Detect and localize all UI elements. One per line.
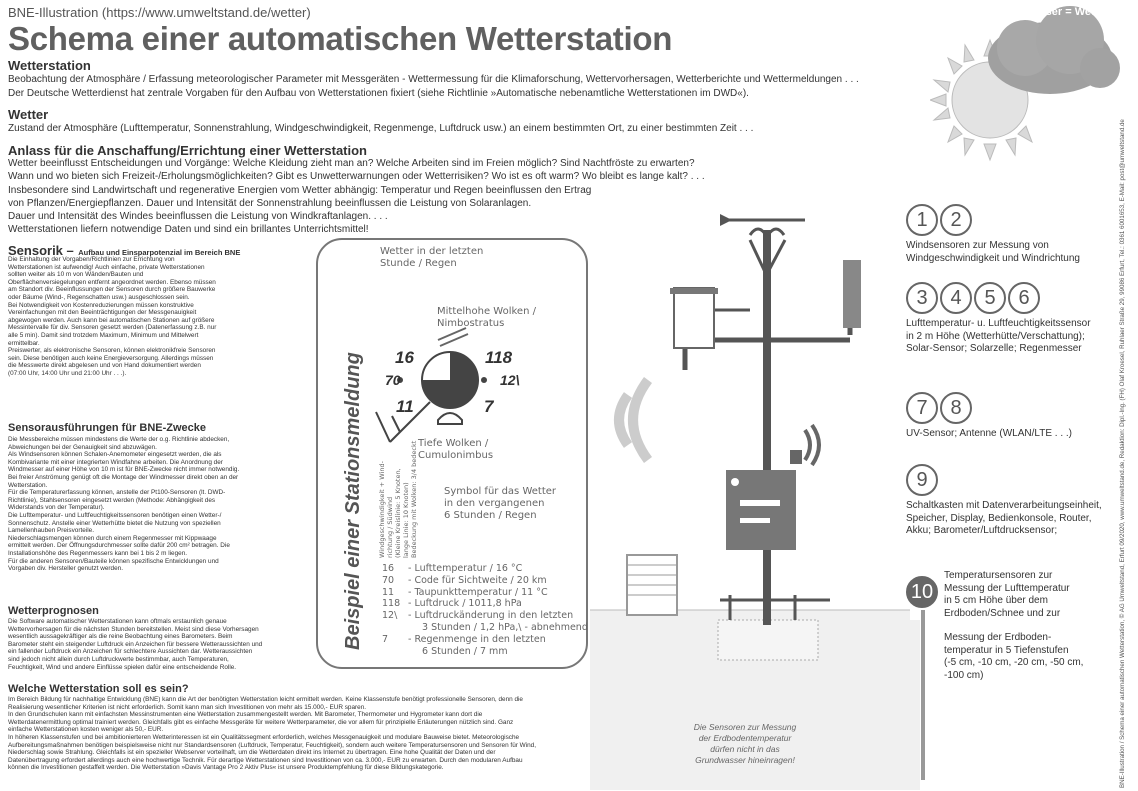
gw-3: dürfen nicht in das <box>710 744 780 754</box>
label-symbol-2: in den vergangenen <box>444 498 545 509</box>
value-pressure-change: 12\ <box>500 372 520 388</box>
sensorausfuehrungen-line-7: Wetterstation. <box>8 481 48 489</box>
wetterstation-line-2: Der Deutsche Wetterdienst hat zentrale Vorgaben für den Aufbau von Wetterstationen fixiert (siehe Richtlinie »Automatische nebenamtliche Wetterstationen im DWD«). <box>8 88 749 99</box>
anlass-line-5: Dauer und Intensität des Windes beeinflussen die Leistung von Windkraftanlagen. . . . <box>8 211 388 222</box>
legend-code: 16 <box>382 563 395 574</box>
sensorausfuehrungen-line-4: Kombivariante mit einer integrierten Windfahne arbeiten. Die Anordnung der <box>8 458 223 466</box>
label-last-hour-1: Wetter in der letzten <box>380 246 484 257</box>
welche-line-5: einfache Wetterstationen kosten weniger als 50,- EUR. <box>8 726 164 734</box>
sensorausfuehrungen-line-13: Lamellenhauben Preisvorteile. <box>8 527 94 535</box>
cloud-icon <box>988 6 1120 94</box>
label-low-clouds-1: Tiefe Wolken / <box>418 438 489 449</box>
wetterstation-line-1: Beobachtung der Atmosphäre / Erfassung meteorologischer Parameter mit Messgeräten - Wettermessung für die Klimaforschung, Wettervorhersagen, Wetterberichte und Wettermeldungen . . . <box>8 74 859 85</box>
sensor-text-1b: Windgeschwindigkeit und Windrichtung <box>906 252 1080 264</box>
sensorausfuehrungen-line-5: Windmesser auf einer Höhe von 10 m ist für BNE-Zwecke nicht immer notwendig. <box>8 466 240 474</box>
wind-label-line-1: Windgeschwindigkeit + Wind- <box>378 461 386 558</box>
welche-line-9: Datenübertragung erfordert allerdings auch eine hochwertige Technik. Für derartige Wetterstationen sind Investitionen von ca. 3.000,- EUR zu erwarten. Durch den modularen Aufbau <box>8 756 523 764</box>
ground-text-1: Messung der Erdboden- <box>944 632 1052 643</box>
wireless-signal-icon <box>598 370 658 470</box>
sensorausfuehrungen-line-9: Richtlinie), Stahlsensoren eingesetzt werden (Methode: Abhängigkeit des <box>8 496 216 504</box>
sensorausfuehrungen-line-2: Abweichungen bei der Genauigkeit sind abzuwägen. <box>8 443 157 451</box>
sensorik-line-1: Die Einhaltung der Vorgaben/Richtlinien zur Errichtung von <box>8 256 175 263</box>
sensorik-line-14: sein. Diese benötigen auch keine Energieversorgung. Allerdings müssen <box>8 354 214 362</box>
ground-text-3: (-5 cm, -10 cm, -20 cm, -50 cm, <box>944 657 1084 668</box>
sensor-text-9b: Speicher, Display, Bedienkonsole, Router, <box>906 512 1092 524</box>
number-badge-2: 2 <box>940 204 972 236</box>
legend-code: 12\ <box>382 610 398 622</box>
low-cloud-symbol <box>438 413 462 424</box>
section-heading-wetter: Wetter <box>8 107 49 122</box>
sensorik-line-15: die Messwerte direkt abgelesen und von Hand dokumentiert werden <box>8 362 201 370</box>
sensor-text-9a: Schaltkasten mit Datenverarbeitungseinheit, <box>906 500 1102 511</box>
sensorik-line-12: ermittelbar. <box>8 339 40 347</box>
legend-code: 70 <box>382 574 395 586</box>
weather-shelter <box>674 288 714 348</box>
sensorausfuehrungen-line-12: Sonnenschutz. Anstelle einer Wetterhütte bietet die Nutzung von speziellen <box>8 519 221 527</box>
section-heading-welche: Welche Wetterstation soll es sein? <box>8 683 189 695</box>
wind-barb-feather-long <box>376 412 390 442</box>
wetterprognosen-text <box>8 618 262 671</box>
sensorik-line-5: am Standort div. Beeinflussungen der Sensoren durch größere Bauwerke <box>8 286 216 294</box>
sensorik-subheading: Aufbau und Einsparpotenzial im Bereich BNE <box>78 248 241 257</box>
section-heading-sensorik: Sensorik – <box>8 243 74 258</box>
label-symbol-1: Symbol für das Wetter <box>444 486 557 497</box>
wetterprognosen-line-3: wesentlich aussagekräftiger als die reine Beobachtung eines Barometers. Beim <box>8 633 233 641</box>
value-visibility: 70 <box>385 372 401 388</box>
sensor-text-7a: UV-Sensor; Antenne (WLAN/LTE . . .) <box>906 428 1072 439</box>
section-heading-wetterprognosen: Wetterprognosen <box>8 605 99 617</box>
number-badge-6: 6 <box>1008 282 1040 314</box>
mast <box>763 230 771 625</box>
sensorik-line-3: sollten weiter als 10 m von Wänden/Bauten und <box>8 271 144 279</box>
legend-row <box>382 598 588 610</box>
station-legend <box>382 563 588 657</box>
sun-cloud-illustration <box>930 0 1120 170</box>
sensorausfuehrungen-line-8: Für die Temperaturerfassung können, anstelle der Pt100-Sensoren (lt. DWD- <box>8 489 226 497</box>
sensorik-line-9: abgewogen werden. Auch kann bei automatischen Stationen auf größere <box>8 316 215 324</box>
label-symbol-3: 6 Stunden / Regen <box>444 510 537 521</box>
legend-text: - Code für Sichtweite / 20 km <box>408 574 547 586</box>
sensorausfuehrungen-text <box>8 436 239 573</box>
legend-row <box>382 634 588 646</box>
sensor-group-1-2 <box>906 204 1080 265</box>
legend-text: 6 Stunden / 7 mm <box>422 645 508 657</box>
legend-row <box>382 563 588 575</box>
sensorik-line-6: oder Bäume (Wind-, Regenschatten usw.) ausgeschlossen sein. <box>8 293 190 301</box>
wetterprognosen-line-4: Barometer steht ein steigender Luftdruck ein Anzeichen für bessere Wetteraussichten und <box>8 640 263 648</box>
legend-row <box>382 610 588 622</box>
sensor-text-10c: in 5 cm Höhe über dem <box>944 595 1048 606</box>
number-badge-8: 8 <box>940 392 972 424</box>
wind-barb-feather-short <box>392 416 400 432</box>
sensor-text-10d: Erdboden/Schnee und zur <box>944 607 1061 619</box>
value-dewpoint: 11 <box>396 397 414 416</box>
sensorik-line-7: Bei Notwendigkeit von Kostenreduzierungen müssen konstruktive <box>8 301 194 309</box>
anlass-line-6: Wetterstationen liefern notwendige Daten und sind ein brillantes Unterrichtsmittel! <box>8 224 369 235</box>
label-mid-clouds-1: Mittelhohe Wolken / <box>437 306 536 317</box>
value-rain: 7 <box>484 397 494 416</box>
welche-line-2: Realisierung wesentlicher Kriterien ist nicht erforderlich. Somit kann man sich Investitionen von mehr als 15.000,- EUR sparen. <box>8 703 367 711</box>
wind-label <box>378 441 418 558</box>
legend-text: - Lufttemperatur / 16 °C <box>408 563 523 574</box>
sensorik-line-8: Vereinfachungen mit den Beeinträchtigungen der Messgenauigkeit <box>8 309 197 317</box>
imprint-text: BNE-Illustration / Schema einer automatischen Wetterstation, © AG Umweltstand, Erfurt 09/2020, www.umweltstand.de, Redaktion: Dipl.-Ing. (FH) Olaf Kroesel, Ruhlaer Straße 29, 99086 Erfurt, Tel.: 0361 6001653, E-Mail: post@umweltstand.de <box>1119 119 1126 788</box>
sensor-text-10a: Temperatursensoren zur <box>944 570 1053 581</box>
sensor-text-3a: Lufttemperatur- u. Luftfeuchtigkeitssensor <box>906 318 1091 329</box>
wetterprognosen-line-1: Die Software automatischer Wetterstationen kann oftmals erstaunlich genaue <box>8 618 227 625</box>
label-low-clouds-2: Cumulonimbus <box>418 450 494 461</box>
slogan-badge: Sonne + Luft + Wasser = Wetter <box>944 6 1109 18</box>
anlass-line-2: Wann und wo bieten sich Freizeit-/Erholungsmöglichkeiten? Gibt es Unwetterwarnungen oder Wetterrisiken? Wo ist es oft warm? Wo bleibt es lange kalt? . . . <box>8 171 705 182</box>
section-heading-sensorausfuehrungen: Sensorausführungen für BNE-Zwecke <box>8 422 207 434</box>
wetterprognosen-line-6: sind jedoch nicht allein durch Luftdruckwerte bestimmbar, auch Temperaturen, <box>8 655 229 663</box>
section-heading-wetterstation: Wetterstation <box>8 58 91 73</box>
sensorik-line-11: alle 5 min). Damit sind trotzdem Maximum, Minimum und Mittelwert <box>8 331 199 339</box>
legend-row <box>382 575 588 587</box>
sensorausfuehrungen-line-1: Die Messbereiche müssen mindestens die Werte der o.g. Richtlinie abdecken, <box>8 436 230 443</box>
sensorausfuehrungen-line-10: Widerstands von der Temperatur). <box>8 504 105 512</box>
sensorausfuehrungen-line-6: Bei freier Anströmung genügt oft die Montage der Windmesser direkt oben an der <box>8 473 239 481</box>
groundwater-note <box>650 722 840 766</box>
welche-text <box>8 696 536 772</box>
legend-code: 7 <box>382 633 389 645</box>
value-temperature: 16 <box>395 348 414 367</box>
anlass-line-3: Insbesondere sind Landwirtschaft und regenerative Energien vom Wetter abhängig: Temperatur und Regen beeinflussen den Ertrag <box>8 185 592 196</box>
sensorausfuehrungen-line-18: Vorgaben div. Hersteller genutzt werden. <box>8 565 123 573</box>
sensor-text-3c: Solar-Sensor; Solarzelle; Regenmesser <box>906 343 1082 354</box>
uv-sensor <box>790 450 802 464</box>
sensorik-line-4: Oberflächenversiegelungen entfernt angeordnet werden. Ebenso müssen <box>8 278 216 286</box>
wetter-line-1: Zustand der Atmosphäre (Lufttemperatur, Sonnenstrahlung, Windgeschwindigkeit, Regenmenge, Luftdruck usw.) an einem bestimmten Ort, zu einer bestimmten Zeit . . . <box>8 123 754 134</box>
sensorik-line-10: Messintervalle für div. Sensoren gesetzt werden (Datenerfassung z.B. nur <box>8 324 217 332</box>
anlass-line-1: Wetter beeinflusst Entscheidungen und Vorgänge: Welche Kleidung zieht man an? Welche Arbeiten sind im Freien möglich? Sind Nachtfröste zu erwarten? <box>8 158 695 169</box>
legend-row <box>382 622 588 634</box>
ground-text-4: -100 cm) <box>944 669 984 681</box>
welche-line-1: Im Bereich Bildung für nachhaltige Entwicklung (BNE) kann die Art der benötigten Wetterstation leicht ermittelt werden. Keine Klassenstufe benötigt professionelle Sensoren, denn die <box>8 696 523 703</box>
ground-temperature-text <box>944 632 1083 682</box>
number-badge-9: 9 <box>906 464 938 496</box>
wind-label-line-2: richtung / Südwind <box>386 496 394 558</box>
wetterprognosen-line-2: Wettervorhersagen für die nächsten Stunden bereitstellen. Meist sind diese Vorhersagen <box>8 625 259 633</box>
station-card-title: Beispiel einer Stationsmeldung <box>342 352 364 650</box>
welche-line-7: Aufbereitungsmaßnahmen benötigen beispielsweise nicht nur Standardsensoren (Luftdruck, Temperatur, Feuchtigkeit), sondern auch weitere Temperatursensoren und Sensoren für Wind, <box>8 741 536 749</box>
welche-line-6: In höheren Klassenstufen und bei ambitionierteren Wetterinteressen ist ein Qualitätssegment erforderlich, welches Messgenauigkeit und modulare Bauweise bietet. Meteorologische <box>8 733 520 741</box>
solar-panel <box>843 260 861 328</box>
wind-vane-arrow <box>720 214 732 226</box>
section-heading-anlass: Anlass für die Anschaffung/Errichtung einer Wetterstation <box>8 143 367 158</box>
label-last-hour <box>380 246 483 270</box>
sensorausfuehrungen-line-3: Als Windsensoren können Schalen-Anemometer eingesetzt werden, die als <box>8 451 222 459</box>
number-badge-5: 5 <box>974 282 1006 314</box>
anlass-line-4: von Pflanzen/Energiepflanzen. Dauer und Intensität der Sonnenstrahlung beeinflussen die Leistung von Solaranlagen. <box>8 198 532 209</box>
wind-label-line-4: lange Linie: 10 Knoten) <box>402 482 410 558</box>
sensorik-text <box>8 256 216 378</box>
label-last-hour-2: Stunde / Regen <box>380 258 457 269</box>
rain-gauge-illustration <box>622 550 682 620</box>
legend-row <box>382 646 588 658</box>
gw-1: Die Sensoren zur Messung <box>693 722 797 732</box>
soil-temperature-probe <box>921 610 925 780</box>
sensor-group-3-6 <box>906 282 1091 356</box>
foundation <box>718 620 818 660</box>
sensor-group-7-8 <box>906 392 1072 441</box>
source-line: BNE-Illustration (https://www.umweltstand.de/wetter) <box>8 5 311 20</box>
wetterprognosen-line-5: ein fallender Luftdruck ein Anzeichen für schlechtere Aussichten dar. Wetteraussichten <box>8 648 253 656</box>
sensor-group-10 <box>906 570 1070 620</box>
sensor-text-1a: Windsensoren zur Messung von <box>906 240 1049 251</box>
page-title: Schema einer automatischen Wetterstation <box>8 20 673 57</box>
wind-label-line-3: (Kleine Kreislinie: 5 Knoten, <box>394 468 402 558</box>
gw-2: der Erdbodentemperatur <box>698 733 792 743</box>
sensor-text-3b: in 2 m Höhe (Wetterhütte/Verschattung); <box>906 330 1085 342</box>
sensorausfuehrungen-line-14: Niederschlagsmengen können durch einem Regenmesser mit Kippwaage <box>8 534 217 542</box>
legend-code: 11 <box>382 586 395 598</box>
mid-cloud-symbol <box>438 328 466 340</box>
sensorik-line-2: Wetterstationen ist aufwendig! Auch einfache, private Wetterstationen <box>8 263 205 271</box>
welche-line-8: Niederschlag sowie Strahlung. Gleichfalls ist ein spezieller Webserver vorteilhaft, um die Wetterdaten direkt ins Internet zu übertragen. Eine hohe Qualität der Daten und der <box>8 749 496 757</box>
legend-text: 3 Stunden / 1,2 hPa,\ - abnehmend <box>422 621 588 633</box>
legend-text: - Regenmenge in den letzten <box>408 633 546 645</box>
label-mid-clouds-2: Nimbostratus <box>437 318 505 329</box>
legend-text: - Taupunkttemperatur / 11 °C <box>408 586 548 598</box>
antenna-signal-icon <box>805 425 819 465</box>
legend-row <box>382 587 588 599</box>
imprint-sidebar <box>1116 0 1138 791</box>
gw-4: Grundwasser hineinragen! <box>695 755 795 765</box>
value-pressure: 118 <box>485 348 513 367</box>
ground-text-2: temperatur in 5 Tiefenstufen <box>944 644 1069 656</box>
mid-cloud-symbol-2 <box>440 334 468 346</box>
legend-code: 118 <box>382 598 401 610</box>
number-badge-3: 3 <box>906 282 938 314</box>
sensorausfuehrungen-line-17: Für die anderen Sensoren/Bauteile können spezifische Entwicklungen und <box>8 557 219 565</box>
legend-text: - Luftdruck / 1011,8 hPa <box>408 598 522 610</box>
welche-line-10: können die Investitionen gestaffelt werden. Die Wetterstation »Davis Vantage Pro 2 Aktiv Plus« ist unsere Produktempfehlung für diese Bildungskategorie. <box>8 764 444 772</box>
sensor-text-9c: Akku; Barometer/Luftdrucksensor; <box>906 525 1058 536</box>
legend-text: - Luftdruckänderung in den letzten <box>408 610 574 622</box>
welche-line-3: In den Grundschulen kann mit einfachsten Messinstrumenten eine Wetterstation zusammengestellt werden. Mit Barometer, Thermometer und Hygrometer kann dort die <box>8 711 483 719</box>
sensorausfuehrungen-line-15: ermittelt werden. Der Öffnungsdurchmesser sollte dafür 200 cm² betragen. Die <box>8 542 230 550</box>
sensorik-line-13: Preiswerter, als elektronische Sensoren, können elektronikfreie Sensoren <box>8 347 216 355</box>
sensorik-line-16: (07:00 Uhr, 14:00 Uhr und 21:00 Uhr . . .). <box>8 369 127 377</box>
number-badge-4: 4 <box>940 282 972 314</box>
weather-dot-right <box>481 377 487 383</box>
number-badge-7: 7 <box>906 392 938 424</box>
wind-label-line-5: Bedeckung mit Wolken: 3/4 bedeckt <box>410 440 418 558</box>
sensorausfuehrungen-line-16: Installationshöhe des Regenmessers kann bei 1 bis 2 m liegen. <box>8 549 188 557</box>
sensorausfuehrungen-line-11: Die Lufttemperatur- und Luftfeuchtigkeitssensoren benötigen einen Wetter-/ <box>8 511 222 519</box>
sensor-text-10b: Messung der Lufttemperatur <box>944 582 1070 594</box>
number-badge-1: 1 <box>906 204 938 236</box>
label-symbol-weather <box>444 486 556 522</box>
wetterprognosen-line-7: Feuchtigkeit, Wind und andere Einflüsse spielen dafür eine entscheidende Rolle. <box>8 663 237 671</box>
number-badge-10: 10 <box>906 576 938 608</box>
sensor-group-9 <box>906 464 1102 538</box>
welche-line-4: Wetterdatenermittlung optimal trainiert werden. Gleichfalls gibt es einfache Messgeräte für weitere Wetterparameter, die vor allem für prinzipielle Erläuterungen nützlich sind. Ganz <box>8 718 514 726</box>
